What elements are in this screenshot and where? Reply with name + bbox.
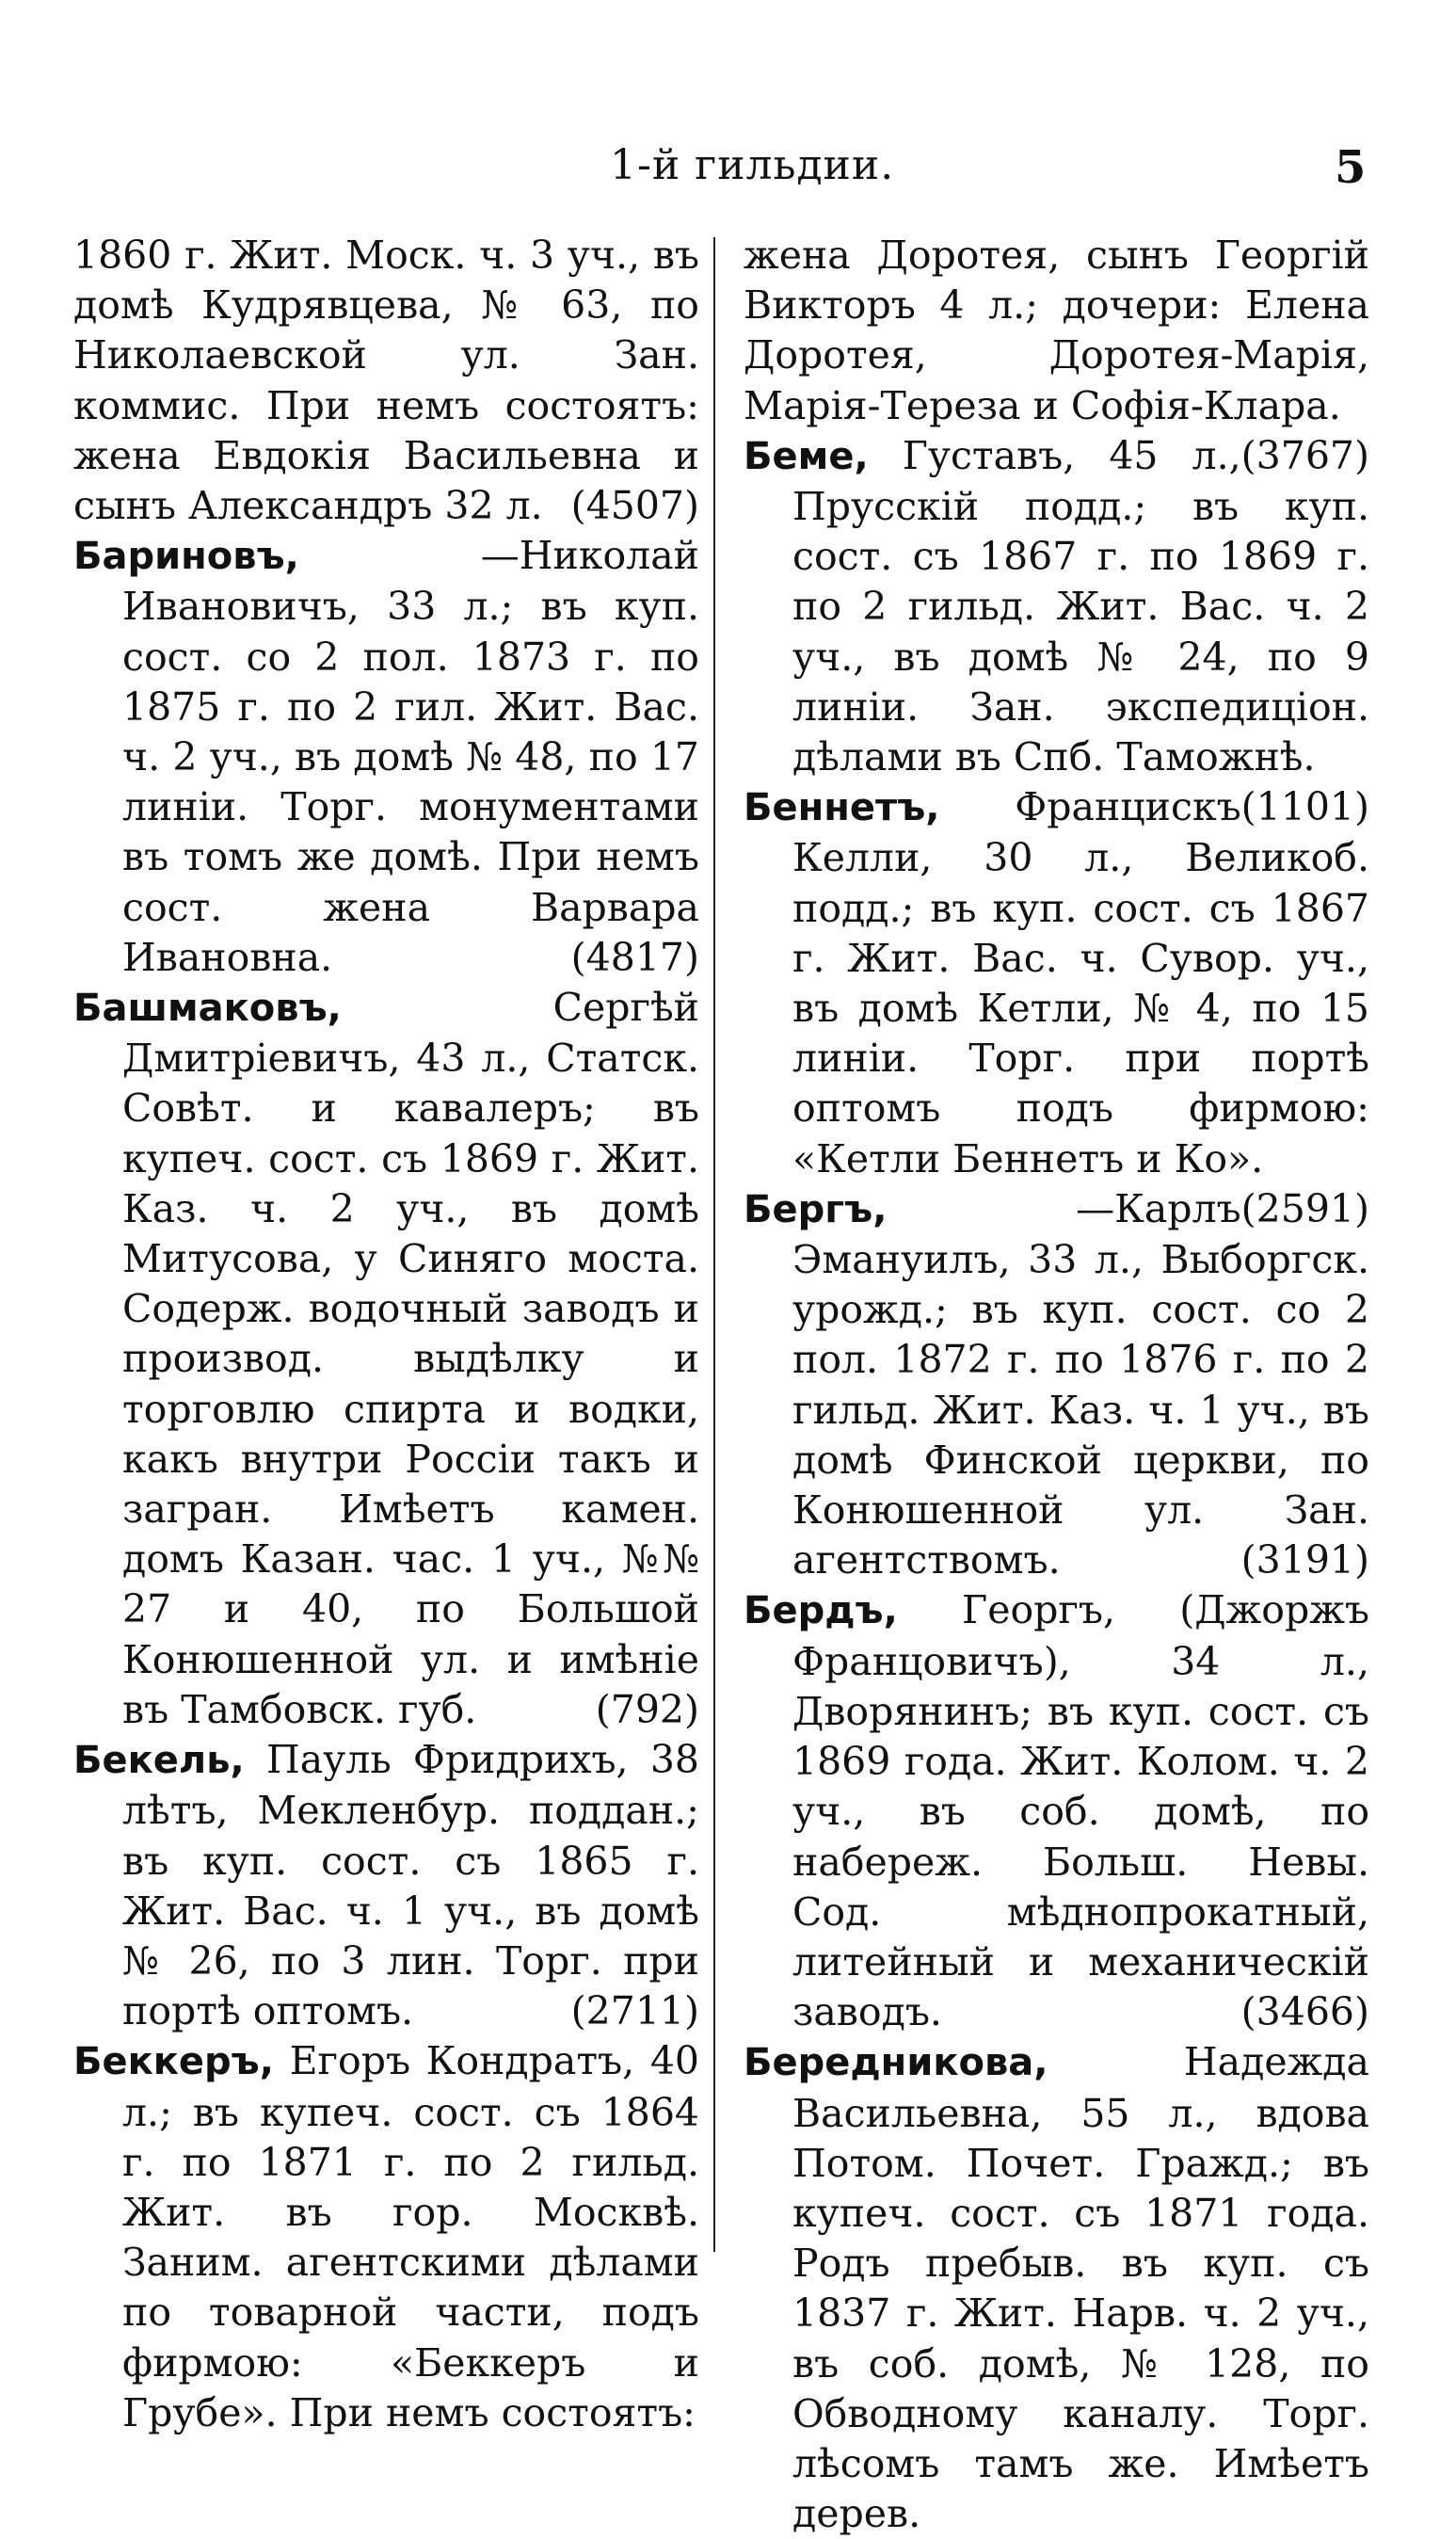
entry-surname: Бариновъ, xyxy=(73,535,299,579)
entry-ref: (4817) xyxy=(570,934,699,980)
page-number: 5 xyxy=(1335,141,1367,194)
entry-continuation xyxy=(73,231,699,531)
entry-ref: (2711) xyxy=(570,1988,699,2034)
entry-surname: Бергъ, xyxy=(744,1187,888,1231)
left-column xyxy=(73,231,699,2435)
entry-text: Пауль Фридрихъ, 38 лѣтъ, Мекленбур. поддан.; въ куп. сост. съ 1865 г. Жит. Вас. ч. 1 уч., въ домѣ № 26, по 3 лин. Торг. при портѣ оптомъ. xyxy=(122,1737,699,2034)
entry-bashmakov xyxy=(73,983,699,1735)
entry-ref: (3191) xyxy=(1240,1537,1369,1583)
column-divider xyxy=(713,237,715,2252)
entry-bekel xyxy=(73,1735,699,2036)
entry-surname: Беннетъ, xyxy=(744,786,940,830)
entry-surname: Бередникова, xyxy=(744,2041,1048,2085)
entry-berd xyxy=(744,1585,1369,2037)
entry-text: Георгъ, (Джоржъ Францовичъ), 34 л., Дворянинъ; въ куп. сост. съ 1869 года. Жит. Колом. ч. 2 уч., въ соб. домѣ, по набереж. Больш. Невы. Сод. мѣднопрокатный, литейный и механическій заводъ. xyxy=(792,1587,1369,2035)
running-title: 1-й гильдии. xyxy=(610,141,895,189)
entry-ref: (3466) xyxy=(1240,1989,1369,2035)
entry-surname: Беме, xyxy=(744,434,869,478)
entry-surname: Бердъ, xyxy=(744,1589,898,1633)
entry-text: Густавъ, 45 л., Прусскій подд.; въ куп. сост. съ 1867 г. по 1869 г. по 2 гильд. Жит. Вас. ч. 2 уч., въ домѣ № 24, по 9 линіи. Зан. экспедиціон. дѣлами въ Спб. Таможнѣ. xyxy=(792,432,1369,780)
page-header xyxy=(0,141,1456,207)
entry-ref: (792) xyxy=(595,1686,699,1732)
entry-text: Надежда Васильевна, 55 л., вдова Потом. Почет. Гражд.; въ купеч. сост. съ 1871 года. Родъ пребыв. въ куп. съ 1837 г. Жит. Нарв. ч. 2 уч., въ соб. домѣ, № 128, по Обводному каналу. Торг. лѣсомъ тамъ же. Имѣетъ дерев. xyxy=(792,2039,1369,2537)
entry-text: Францискъ Келли, 30 л., Великоб. подд.; въ куп. сост. съ 1867 г. Жит. Вас. ч. Сувор. уч., въ домѣ Кетли, № 4, по 15 линіи. Торг. при портѣ оптомъ подъ фирмою: «Кетли Беннетъ и Ко». xyxy=(792,784,1369,1181)
entry-bekker xyxy=(73,2036,699,2438)
entry-text: Егоръ Кондратъ, 40 л.; въ купеч. сост. съ 1864 г. по 1871 г. по 2 гильд. Жит. въ гор. Москвѣ. Заним. агентскими дѣлами по товарной части, подъ фирмою: «Беккеръ и Грубе». При немъ состоятъ: xyxy=(122,2038,699,2435)
entry-ref: (2591) xyxy=(1240,1185,1369,1231)
entry-ref: (4507) xyxy=(570,483,699,529)
entry-surname: Бекель, xyxy=(73,1739,245,1783)
entry-berednikova xyxy=(744,2037,1369,2539)
entry-text: жена Доротея, сынъ Георгій Викторъ 4 л.; дочери: Елена Доротея, Доротея-Марія, Марія-Тереза и Софія-Клара. xyxy=(744,233,1369,428)
entry-ref: (3767) xyxy=(1240,432,1369,478)
entry-ref: (1101) xyxy=(1240,784,1369,830)
entry-text: Сергѣй Дмитріевичъ, 43 л., Статск. Совѣт. и кавалеръ; въ купеч. сост. съ 1869 г. Жит. Каз. ч. 2 уч., въ домѣ Митусова, у Синяго моста. Содерж. водочный заводъ и производ. выдѣлку и торговлю спирта и водки, какъ внутри Россіи такъ и загран. Имѣетъ камен. домъ Казан. час. 1 уч., №№ 27 и 40, по Большой Конюшенной ул. и имѣніе въ Тамбовск. губ. xyxy=(122,985,699,1732)
entry-surname: Башмаковъ, xyxy=(73,987,342,1031)
entry-text: —Карлъ Эмануилъ, 33 л., Выборгск. урожд.; въ куп. сост. со 2 пол. 1872 г. по 1876 г. по 2 гильд. Жит. Каз. ч. 1 уч., въ домѣ Финской церкви, по Конюшенной ул. Зан. агентствомъ. xyxy=(792,1185,1369,1583)
entry-text: 1860 г. Жит. Моск. ч. 3 уч., въ домѣ Кудрявцева, № 63, по Николаевской ул. Зан. коммис. При немъ состоятъ: жена Евдокія Васильевна и сынъ Александръ 32 л. xyxy=(73,233,699,529)
entry-text: —Николай Ивановичъ, 33 л.; въ куп. сост. со 2 пол. 1873 г. по 1875 г. по 2 гил. Жит. Вас. ч. 2 уч., въ домѣ № 48, по 17 линіи. Торг. монументами въ томъ же домѣ. При немъ сост. жена Варвара Ивановна. xyxy=(122,533,699,980)
entry-surname: Беккеръ, xyxy=(73,2040,274,2084)
entry-barinov xyxy=(73,531,699,983)
entry-berg xyxy=(744,1184,1369,1586)
right-column xyxy=(744,231,1369,2537)
